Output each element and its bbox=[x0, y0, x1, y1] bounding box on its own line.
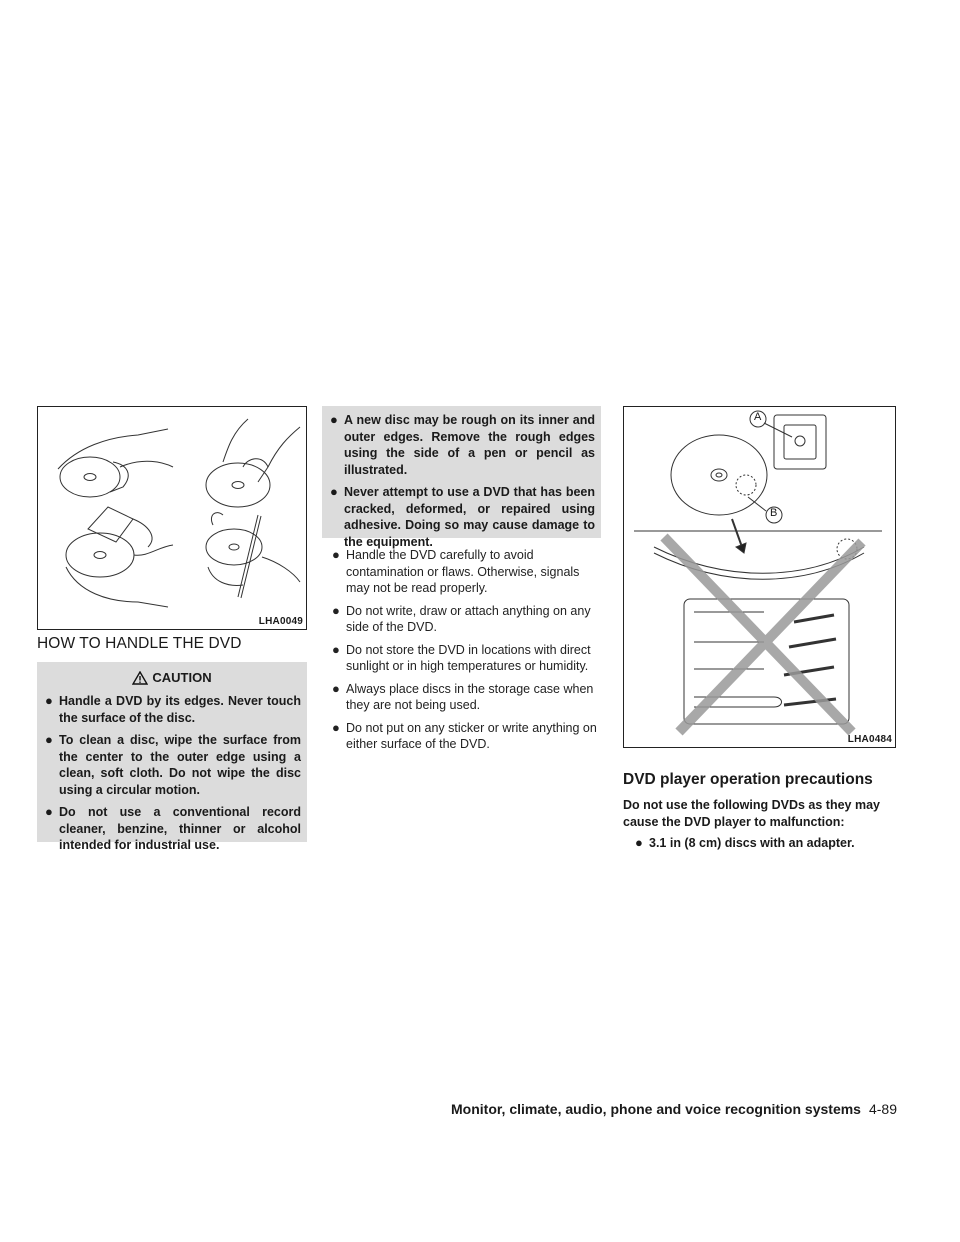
caution-item: ● Never attempt to use a DVD that has been cracked, deformed, or repaired using adhesive. Doing so may cause damage to the equipment. bbox=[330, 484, 595, 549]
bullet-icon: ● bbox=[330, 412, 338, 427]
caution-item: ● Handle a DVD by its edges. Never touch the surface of the disc. bbox=[45, 693, 301, 725]
handling-item: ● Do not put on any sticker or write anything on either surface of the DVD. bbox=[332, 719, 597, 751]
precautions-title: DVD player operation precautions bbox=[623, 771, 873, 788]
handling-item: ● Always place discs in the storage case when they are not being used. bbox=[332, 680, 594, 712]
page-footer bbox=[451, 1101, 897, 1117]
handling-item: ● Do not write, draw or attach anything on any side of the DVD. bbox=[332, 602, 591, 634]
caution-list-continued bbox=[328, 412, 595, 550]
caution-heading bbox=[43, 670, 301, 685]
precaution-item: ● 3.1 in (8 cm) discs with an adapter. bbox=[635, 835, 855, 850]
disc-adapter-illustration bbox=[624, 407, 895, 747]
callout-b: B bbox=[770, 507, 778, 519]
figure-label: LHA0049 bbox=[258, 616, 303, 627]
caution-box bbox=[37, 662, 307, 852]
caution-item: ● A new disc may be rough on its inner and outer edges. Remove the rough edges using the side of a pen or pencil as illustrated. bbox=[330, 412, 595, 477]
figure-disc-handling bbox=[37, 406, 307, 630]
caution-item: ● To clean a disc, wipe the surface from the center to the outer edge using a clean, soft cloth. Do not wipe the disc using a circular motion. bbox=[45, 732, 301, 797]
bullet-icon: ● bbox=[45, 804, 53, 819]
caution-box-continued bbox=[322, 406, 601, 549]
bullet-icon: ● bbox=[332, 719, 340, 735]
precautions-list bbox=[633, 835, 895, 858]
footer-section: Monitor, climate, audio, phone and voice recognition systems bbox=[451, 1101, 861, 1117]
bullet-icon: ● bbox=[45, 693, 53, 708]
bullet-icon: ● bbox=[45, 732, 53, 747]
caution-list bbox=[43, 693, 301, 854]
bullet-icon: ● bbox=[635, 835, 643, 850]
precautions-intro: Do not use the following DVDs as they may cause the DVD player to malfunction: bbox=[623, 798, 880, 829]
caution-item: ● Do not use a conventional record cleaner, benzine, thinner or alcohol intended for industrial use. bbox=[45, 804, 301, 852]
page-number: 4-89 bbox=[868, 1101, 897, 1117]
warning-triangle-icon bbox=[132, 671, 148, 685]
bullet-icon: ● bbox=[332, 602, 340, 618]
section-title: HOW TO HANDLE THE DVD bbox=[37, 635, 242, 652]
handling-item: ● Do not store the DVD in locations with direct sunlight or in high temperatures or humidity. bbox=[332, 641, 591, 673]
handling-item: ● Handle the DVD carefully to avoid contamination or flaws. Otherwise, signals may not be read properly. bbox=[332, 547, 580, 595]
bullet-icon: ● bbox=[330, 484, 338, 499]
caution-title: CAUTION bbox=[152, 670, 212, 685]
disc-handling-illustration bbox=[38, 407, 306, 629]
handling-list bbox=[330, 547, 600, 759]
bullet-icon: ● bbox=[332, 680, 340, 696]
bullet-icon: ● bbox=[332, 641, 340, 657]
bullet-icon: ● bbox=[332, 547, 340, 562]
figure-label: LHA0484 bbox=[847, 734, 892, 745]
callout-a: A bbox=[754, 411, 762, 423]
figure-disc-adapter bbox=[623, 406, 896, 748]
